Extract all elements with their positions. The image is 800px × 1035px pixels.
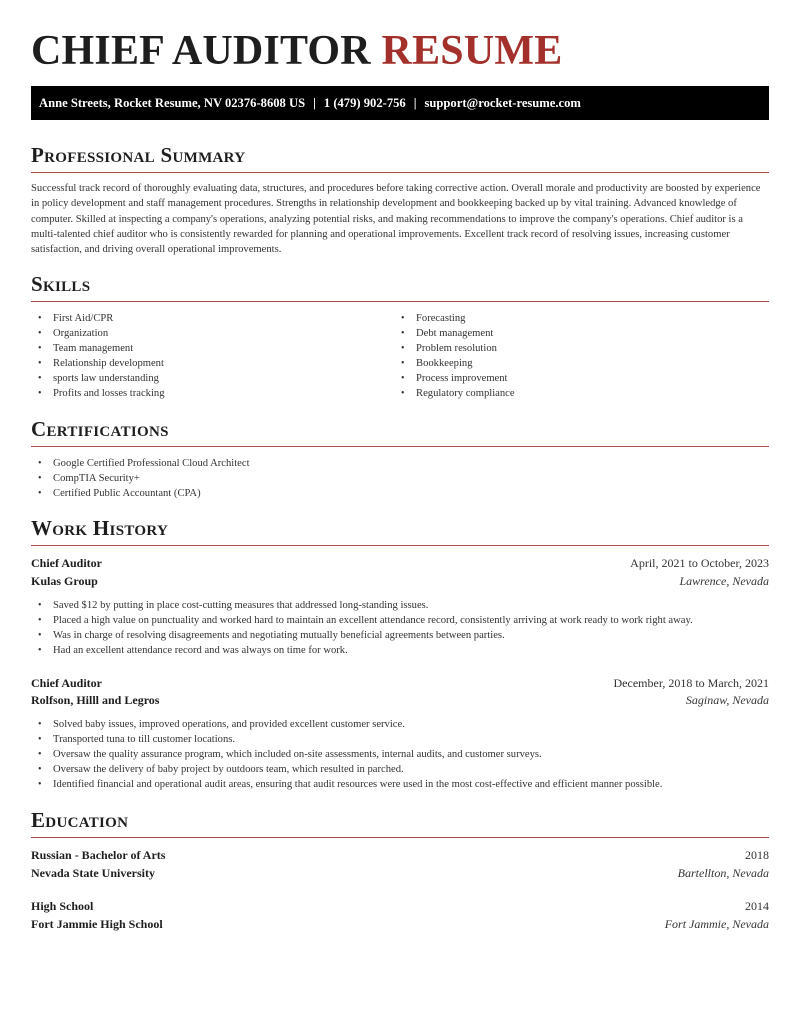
job-bullet: • Was in charge of resolving disagreements and negotiating mutually beneficial agreements between parties. (31, 628, 693, 643)
job-company-row (31, 693, 769, 708)
job-bullet: • Oversaw the delivery of baby project by outdoors team, which resulted in parched. (31, 762, 662, 777)
skill-item: • Forecasting (394, 311, 515, 326)
job-dates: April, 2021 to October, 2023 (630, 556, 769, 570)
skill-item: • First Aid/CPR (31, 311, 165, 326)
education-degree-row (31, 848, 769, 863)
contact-bar (31, 86, 769, 120)
job-header-row (31, 676, 769, 691)
skill-item: • sports law understanding (31, 371, 165, 386)
job-header-row (31, 556, 769, 571)
section-heading-certifications: Certifications (31, 416, 769, 447)
education-degree-row (31, 899, 769, 914)
job-bullets (31, 598, 693, 658)
contact-separator: | (313, 95, 316, 110)
skill-item: • Process improvement (394, 371, 515, 386)
job-dates: December, 2018 to March, 2021 (613, 676, 769, 690)
contact-address: Anne Streets, Rocket Resume, NV 02376-8608 US (39, 95, 306, 110)
job-title: Chief Auditor (31, 556, 103, 570)
education-school: Fort Jammie High School (31, 917, 163, 931)
education-degree: Russian - Bachelor of Arts (31, 848, 166, 862)
education-school-row (31, 866, 769, 881)
education-degree: High School (31, 899, 94, 913)
job-bullet: • Identified financial and operational audit areas, ensuring that audit resources were used in the most cost-effective and efficient manner possible. (31, 777, 662, 792)
job-bullet: • Solved baby issues, improved operations, and provided excellent customer service. (31, 717, 662, 732)
section-heading-summary: Professional Summary (31, 142, 769, 173)
job-company: Rolfson, Hilll and Legros (31, 693, 160, 707)
certification-item: • CompTIA Security+ (31, 471, 250, 486)
job-bullet: • Oversaw the quality assurance program, which included on-site assessments, internal audits, and customer surveys. (31, 747, 662, 762)
education-school: Nevada State University (31, 866, 155, 880)
job-bullet: • Transported tuna to till customer locations. (31, 732, 662, 747)
skills-list-left (31, 311, 165, 402)
job-bullets (31, 717, 662, 792)
contact-phone[interactable]: 1 (479) 902-756 (323, 95, 406, 110)
education-school-row (31, 917, 769, 932)
education-year: 2014 (745, 899, 769, 913)
job-bullet: • Saved $12 by putting in place cost-cutting measures that addressed long-standing issues. (31, 598, 693, 613)
job-bullet: • Placed a high value on punctuality and worked hard to maintain an excellent attendance record, consistently arriving at work ready to work right away. (31, 613, 693, 628)
skill-item: • Team management (31, 341, 165, 356)
skill-item: • Bookkeeping (394, 356, 515, 371)
summary-text: Successful track record of thoroughly evaluating data, structures, and procedures before taking corrective action. Overall morale and productivity are boosted by experience in policy development and staff management procedures. Strengths in relationship development and bookkeeping backed up by vital training. Advanced knowledge of computer. Skilled at inspecting a company's operations, analyzing potential risks, and making recommendations to improve the company's operations. Chief auditor is a multi-talented chief auditor who is consistently rewarded for planning and operational improvements. Excellent track record of resolving issues, increasing customer satisfaction, and driving overall operational improvements. (31, 183, 761, 256)
title-accent: RESUME (381, 28, 563, 74)
section-heading-skills: Skills (31, 271, 769, 302)
contact-email[interactable]: support@rocket-resume.com (424, 95, 581, 110)
education-location: Bartellton, Nevada (677, 866, 769, 880)
contact-separator: | (413, 95, 417, 110)
job-company-row (31, 574, 769, 589)
job-bullet: • Had an excellent attendance record and was always on time for work. (31, 643, 693, 658)
skills-list-right (394, 311, 515, 402)
job-location: Saginaw, Nevada (685, 693, 769, 707)
job-company: Kulas Group (31, 574, 98, 588)
job-location: Lawrence, Nevada (679, 574, 769, 588)
certification-item: • Google Certified Professional Cloud Architect (31, 456, 250, 471)
section-heading-work-history: Work History (31, 515, 769, 546)
resume-title (31, 27, 562, 75)
certification-item: • Certified Public Accountant (CPA) (31, 486, 250, 501)
skill-item: • Relationship development (31, 356, 165, 371)
education-year: 2018 (745, 848, 769, 862)
skill-item: • Debt management (394, 326, 515, 341)
certifications-list (31, 456, 250, 501)
skill-item: • Regulatory compliance (394, 386, 515, 401)
section-heading-education: Education (31, 807, 769, 838)
skill-item: • Problem resolution (394, 341, 515, 356)
skill-item: • Profits and losses tracking (31, 386, 165, 401)
title-main: CHIEF AUDITOR (31, 28, 371, 74)
job-title: Chief Auditor (31, 676, 103, 690)
education-location: Fort Jammie, Nevada (664, 917, 769, 931)
skill-item: • Organization (31, 326, 165, 341)
